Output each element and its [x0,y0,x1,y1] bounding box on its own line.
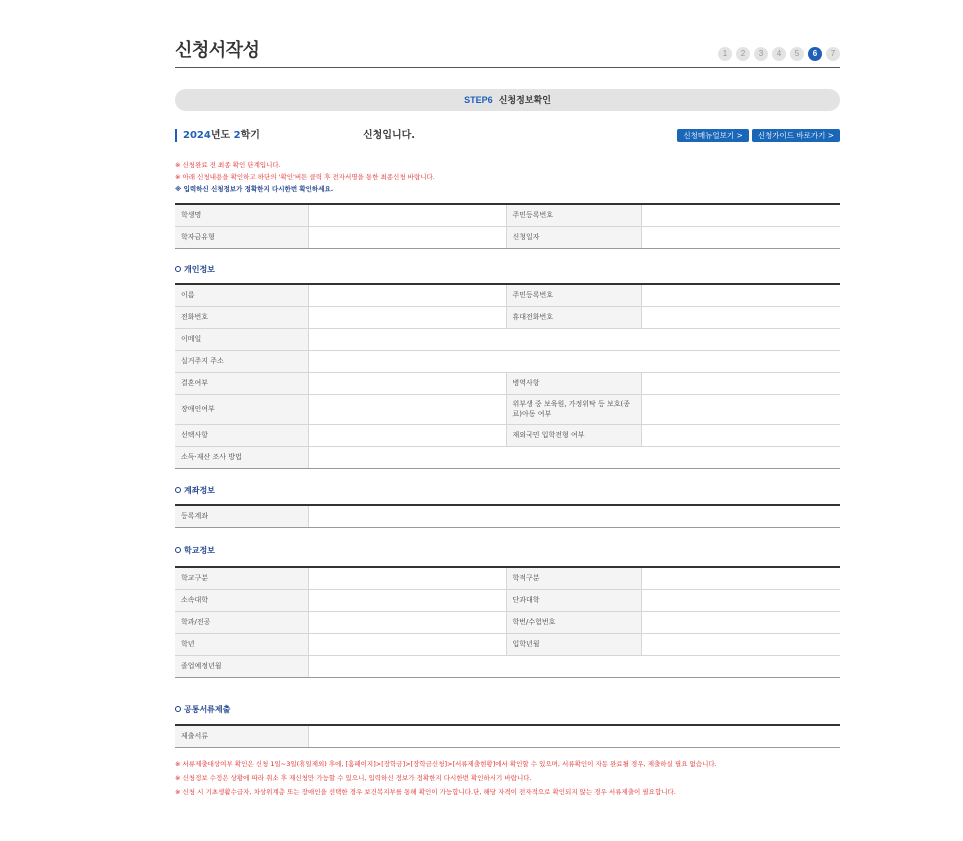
address-label: 실거주지 주소 [175,350,308,372]
table-row [175,306,840,328]
department-value [308,611,506,633]
bullet-icon [175,706,181,712]
account-section-title [175,485,215,497]
married-value [308,372,506,394]
step-bar [175,89,840,111]
table-row [175,655,840,677]
entry-date-value [641,633,840,655]
university-value [308,589,506,611]
email-label: 이메일 [175,328,308,350]
option-label: 선택사항 [175,424,308,446]
school-type-label: 학교구분 [175,567,308,589]
college-value [641,589,840,611]
rrn-value [641,204,840,226]
college-label: 단과대학 [506,589,641,611]
loan-type-label: 학자금유형 [175,226,308,248]
table-row [175,567,840,589]
account-value [308,505,840,527]
rrn-label: 주민등록번호 [506,204,641,226]
income-value [308,446,840,468]
student-name-label: 학생명 [175,204,308,226]
loan-type-value [308,226,506,248]
bullet-icon [175,547,181,553]
department-label: 학과/전공 [175,611,308,633]
student-no-value [641,611,840,633]
year-suffix: 년도 [210,130,231,141]
mobile-value [641,306,840,328]
bottom-note-2: ※ 신청정보 수정은 상황에 따라 취소 후 재신청만 가능할 수 있으니, 입력하신 정보가 정확한지 다시한번 확인하시기 바랍니다. [175,774,532,782]
school-table [175,566,840,678]
summary-table [175,203,840,249]
address-value [308,350,840,372]
notice-1: ※ 신청완료 전 최종 확인 단계입니다. [175,161,281,169]
military-label: 병역사항 [506,372,641,394]
disabled-value [308,394,506,424]
table-row [175,226,840,248]
table-row [175,350,840,372]
school-section-title [175,545,215,557]
disabled-label: 장애인여부 [175,394,308,424]
docs-title-text: 공통서류제출 [184,705,231,714]
email-value [308,328,840,350]
semester-value: 2 [233,130,241,141]
table-row [175,725,840,747]
title-divider [175,67,840,68]
personal-section-title [175,264,215,276]
overseas-label: 재외국민 입학전형 여부 [506,424,641,446]
guide-button[interactable]: 신청가이드 바로가기 > [752,129,840,142]
married-label: 결혼여부 [175,372,308,394]
step-4: 4 [772,47,786,61]
university-label: 소속대학 [175,589,308,611]
table-row [175,611,840,633]
rrn-label: 주민등록번호 [506,284,641,306]
year-semester [183,128,260,143]
submit-docs-label: 제출서류 [175,725,308,747]
help-buttons [677,129,840,142]
apply-date-label: 신청일자 [506,226,641,248]
grade-value [308,633,506,655]
year-value: 2024 [183,130,211,141]
phone-label: 전화번호 [175,306,308,328]
table-row [175,589,840,611]
table-row [175,424,840,446]
personal-table [175,283,840,469]
submit-docs-value [308,725,840,747]
year-marker [175,129,177,142]
grade-label: 학년 [175,633,308,655]
student-name-value [308,204,506,226]
rrn-value [641,284,840,306]
notices [175,159,435,195]
page-title: 신청서작성 [175,40,260,61]
graduation-value [308,655,840,677]
bottom-note-1: ※ 서류제출대상여부 확인은 신청 1일~3일(휴일제외) 후에, [홈페이지]>[장학금]>[장학금신청]>[서류제출현황]에서 확인할 수 있으며, 서류확인이 자동 완료될 경우, 제출하실 필요 없습니다. [175,760,717,768]
step-1: 1 [718,47,732,61]
notice-3: ※ 입력하신 신청정보가 정확한지 다시한번 확인하세요. [175,185,334,193]
income-label: 소득·재산 조사 방법 [175,446,308,468]
name-value [308,284,506,306]
notice-2: ※ 아래 신청내용을 확인하고 하단의 '확인'버튼 클릭 후 전자서명을 통한 최종신청 바랍니다. [175,173,435,181]
table-row [175,372,840,394]
apply-text: 신청입니다. [363,130,416,141]
name-label: 이름 [175,284,308,306]
overseas-value [641,424,840,446]
semester-suffix: 학기 [240,130,260,141]
manual-button[interactable]: 신청매뉴얼보기 > [677,129,748,142]
phone-value [308,306,506,328]
mobile-label: 휴대전화번호 [506,306,641,328]
bullet-icon [175,266,181,272]
protect-value [641,394,840,424]
personal-title-text: 개인정보 [184,265,215,274]
step-label: 신청정보확인 [498,96,551,106]
step-indicator [718,47,840,61]
account-title-text: 계좌정보 [184,486,215,495]
year-semester-line [175,128,840,144]
entry-date-label: 입학년월 [506,633,641,655]
account-table [175,504,840,528]
status-value [641,567,840,589]
bottom-note-3: ※ 신청 시 기초생활수급자, 차상위계층 또는 장애인을 선택한 경우 보건복지부를 통해 확인이 가능합니다.단, 해당 자격이 전자적으로 확인되지 않는 경우 서류제출이 필요합니다. [175,788,676,796]
table-row [175,505,840,527]
docs-table [175,724,840,748]
apply-date-value [641,226,840,248]
step-7: 7 [826,47,840,61]
student-no-label: 학번/수험번호 [506,611,641,633]
table-row [175,328,840,350]
status-label: 학적구분 [506,567,641,589]
docs-section-title [175,704,230,716]
protect-label: 위부생 중 보육원, 가정위탁 등 보호(종료)아동 여부 [506,394,641,424]
graduation-label: 졸업예정년월 [175,655,308,677]
military-value [641,372,840,394]
step-5: 5 [790,47,804,61]
table-row [175,633,840,655]
school-title-text: 학교정보 [184,546,215,555]
table-row [175,446,840,468]
step-6-current: 6 [808,47,822,61]
option-value [308,424,506,446]
table-row [175,204,840,226]
step-number: STEP6 [464,95,493,105]
table-row [175,284,840,306]
bottom-notes [175,757,717,799]
school-type-value [308,567,506,589]
account-label: 등록계좌 [175,505,308,527]
step-2: 2 [736,47,750,61]
step-3: 3 [754,47,768,61]
table-row [175,394,840,424]
bullet-icon [175,487,181,493]
